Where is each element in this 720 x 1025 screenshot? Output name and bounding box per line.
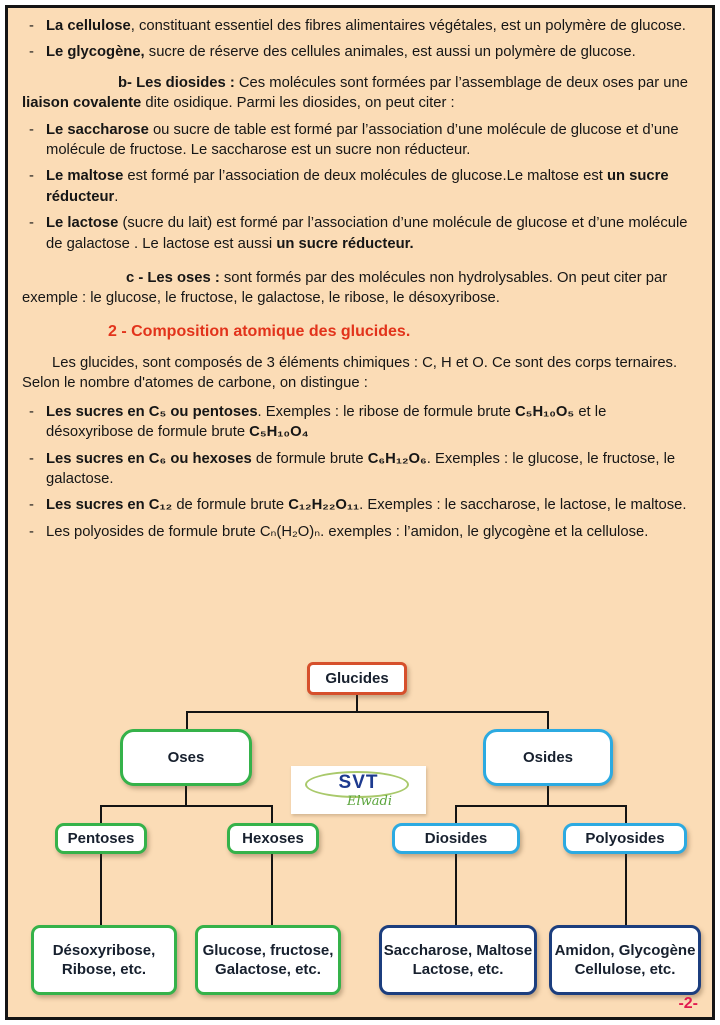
logo-subtitle: Elwadi <box>347 794 393 809</box>
logo-title: SVT <box>338 772 379 793</box>
list-item-text: Le saccharose ou sucre de table est formé par l’association d’une molécule de glucose et d’une molécule de fructose. Le saccharose est un sucre non réducteur. <box>46 121 679 159</box>
bullet-dash: - <box>29 121 34 138</box>
leaf-pentoses-examples <box>31 925 177 995</box>
connector-line <box>186 711 549 713</box>
leaf-line: Lactose, etc. <box>412 961 504 978</box>
paragraph-oses-intro: c - Les oses : sont formés par des molécules non hydrolysables. On peut citer par exemple : le glucose, le fructose, le galactose, le ribose, le désoxyribose. <box>22 270 668 307</box>
node-label: Hexoses <box>242 830 304 847</box>
node-label: Glucides <box>325 670 389 687</box>
svt-elwadi-logo <box>291 766 426 814</box>
node-oses <box>120 729 252 786</box>
leaf-line: Galactose, etc. <box>215 961 321 978</box>
connector-line <box>271 805 273 824</box>
leaf-polyosides-examples <box>549 925 701 995</box>
node-polyosides <box>563 823 687 854</box>
connector-line <box>625 853 627 925</box>
list-item-text: Les sucres en C₆ ou hexoses de formule brute C₆H₁₂O₆. Exemples : le glucose, le fructose, le galactose. <box>46 450 676 487</box>
bullet-dash: - <box>29 523 34 540</box>
node-label: Polyosides <box>585 830 665 847</box>
bullet-dash: - <box>29 450 34 467</box>
list-item-text: La cellulose, constituant essentiel des fibres alimentaires végétales, est un polymère de glucose. <box>46 18 686 34</box>
connector-line <box>100 805 102 824</box>
paragraph-diosides-intro: b- Les diosides : Ces molécules sont formées par l’assemblage de deux oses par une liaison covalente dite osidique. Parmi les diosides, on peut citer : <box>22 74 688 112</box>
node-osides <box>483 729 613 786</box>
list-item-text: Le glycogène, sucre de réserve des cellules animales, est aussi un polymère de glucose. <box>46 44 636 61</box>
connector-line <box>547 785 549 806</box>
list-item-text: Le lactose (sucre du lait) est formé par l’association d’une molécule de glucose et d’une molécule de galactose . Le lactose est aussi un sucre réducteur. <box>46 215 688 252</box>
connector-line <box>547 711 549 730</box>
page-number: -2- <box>678 995 698 1012</box>
node-label: Diosides <box>424 830 488 847</box>
section-heading-composition: 2 - Composition atomique des glucides. <box>108 322 411 340</box>
list-item-text: Les sucres en C₅ ou pentoses. Exemples : le ribose de formule brute C₅H₁₀O₅ et le désoxyribose de formule brute C₅H₁₀O₄ <box>46 403 607 441</box>
bullet-dash: - <box>29 168 34 185</box>
bullet-dash: - <box>29 44 34 61</box>
paragraph-composition-intro: Les glucides, sont composés de 3 éléments chimiques : C, H et O. Ce sont des corps ternaires. Selon le nombre d'atomes de carbone, on distingue : <box>22 354 678 392</box>
node-glucides <box>307 662 407 695</box>
node-diosides <box>392 823 520 854</box>
list-item-text: Les sucres en C₁₂ de formule brute C₁₂H₂₂O₁₁. Exemples : le saccharose, le lactose, le maltose. <box>46 497 687 514</box>
node-label: Osides <box>522 749 574 766</box>
page-frame <box>5 5 715 1020</box>
node-pentoses <box>55 823 147 854</box>
connector-line <box>100 805 273 807</box>
connector-line <box>186 711 188 730</box>
bullet-dash: - <box>29 403 34 420</box>
leaf-diosides-examples <box>379 925 537 995</box>
connector-line <box>356 694 358 712</box>
connector-line <box>455 805 457 824</box>
leaf-line: Amidon, Glycogène <box>554 941 696 959</box>
connector-line <box>271 853 273 925</box>
leaf-hexoses-examples <box>195 925 341 995</box>
glucides-tree-diagram <box>8 8 712 1017</box>
connector-line <box>455 805 627 807</box>
leaf-line: Cellulose, etc. <box>574 961 676 978</box>
leaf-line: Ribose, etc. <box>61 961 147 978</box>
leaf-line: Saccharose, Maltose <box>383 941 533 959</box>
bullet-dash: - <box>29 497 34 514</box>
bullet-dash: - <box>29 215 34 232</box>
connector-line <box>625 805 627 824</box>
list-item-text: Le maltose est formé par l’association de deux molécules de glucose.Le maltose est un sucre réducteur. <box>46 168 669 205</box>
connector-line <box>185 785 187 806</box>
node-label: Oses <box>167 749 205 766</box>
connector-line <box>100 853 102 925</box>
leaf-line: Glucose, fructose, <box>202 941 334 959</box>
node-hexoses <box>227 823 319 854</box>
leaf-line: Désoxyribose, <box>52 941 156 959</box>
node-label: Pentoses <box>67 830 135 847</box>
list-item-text: Les polyosides de formule brute Cₙ(H₂O)ₙ. exemples : l’amidon, le glycogène et la cellulose. <box>46 523 649 540</box>
bullet-dash: - <box>29 18 34 34</box>
connector-line <box>455 853 457 925</box>
